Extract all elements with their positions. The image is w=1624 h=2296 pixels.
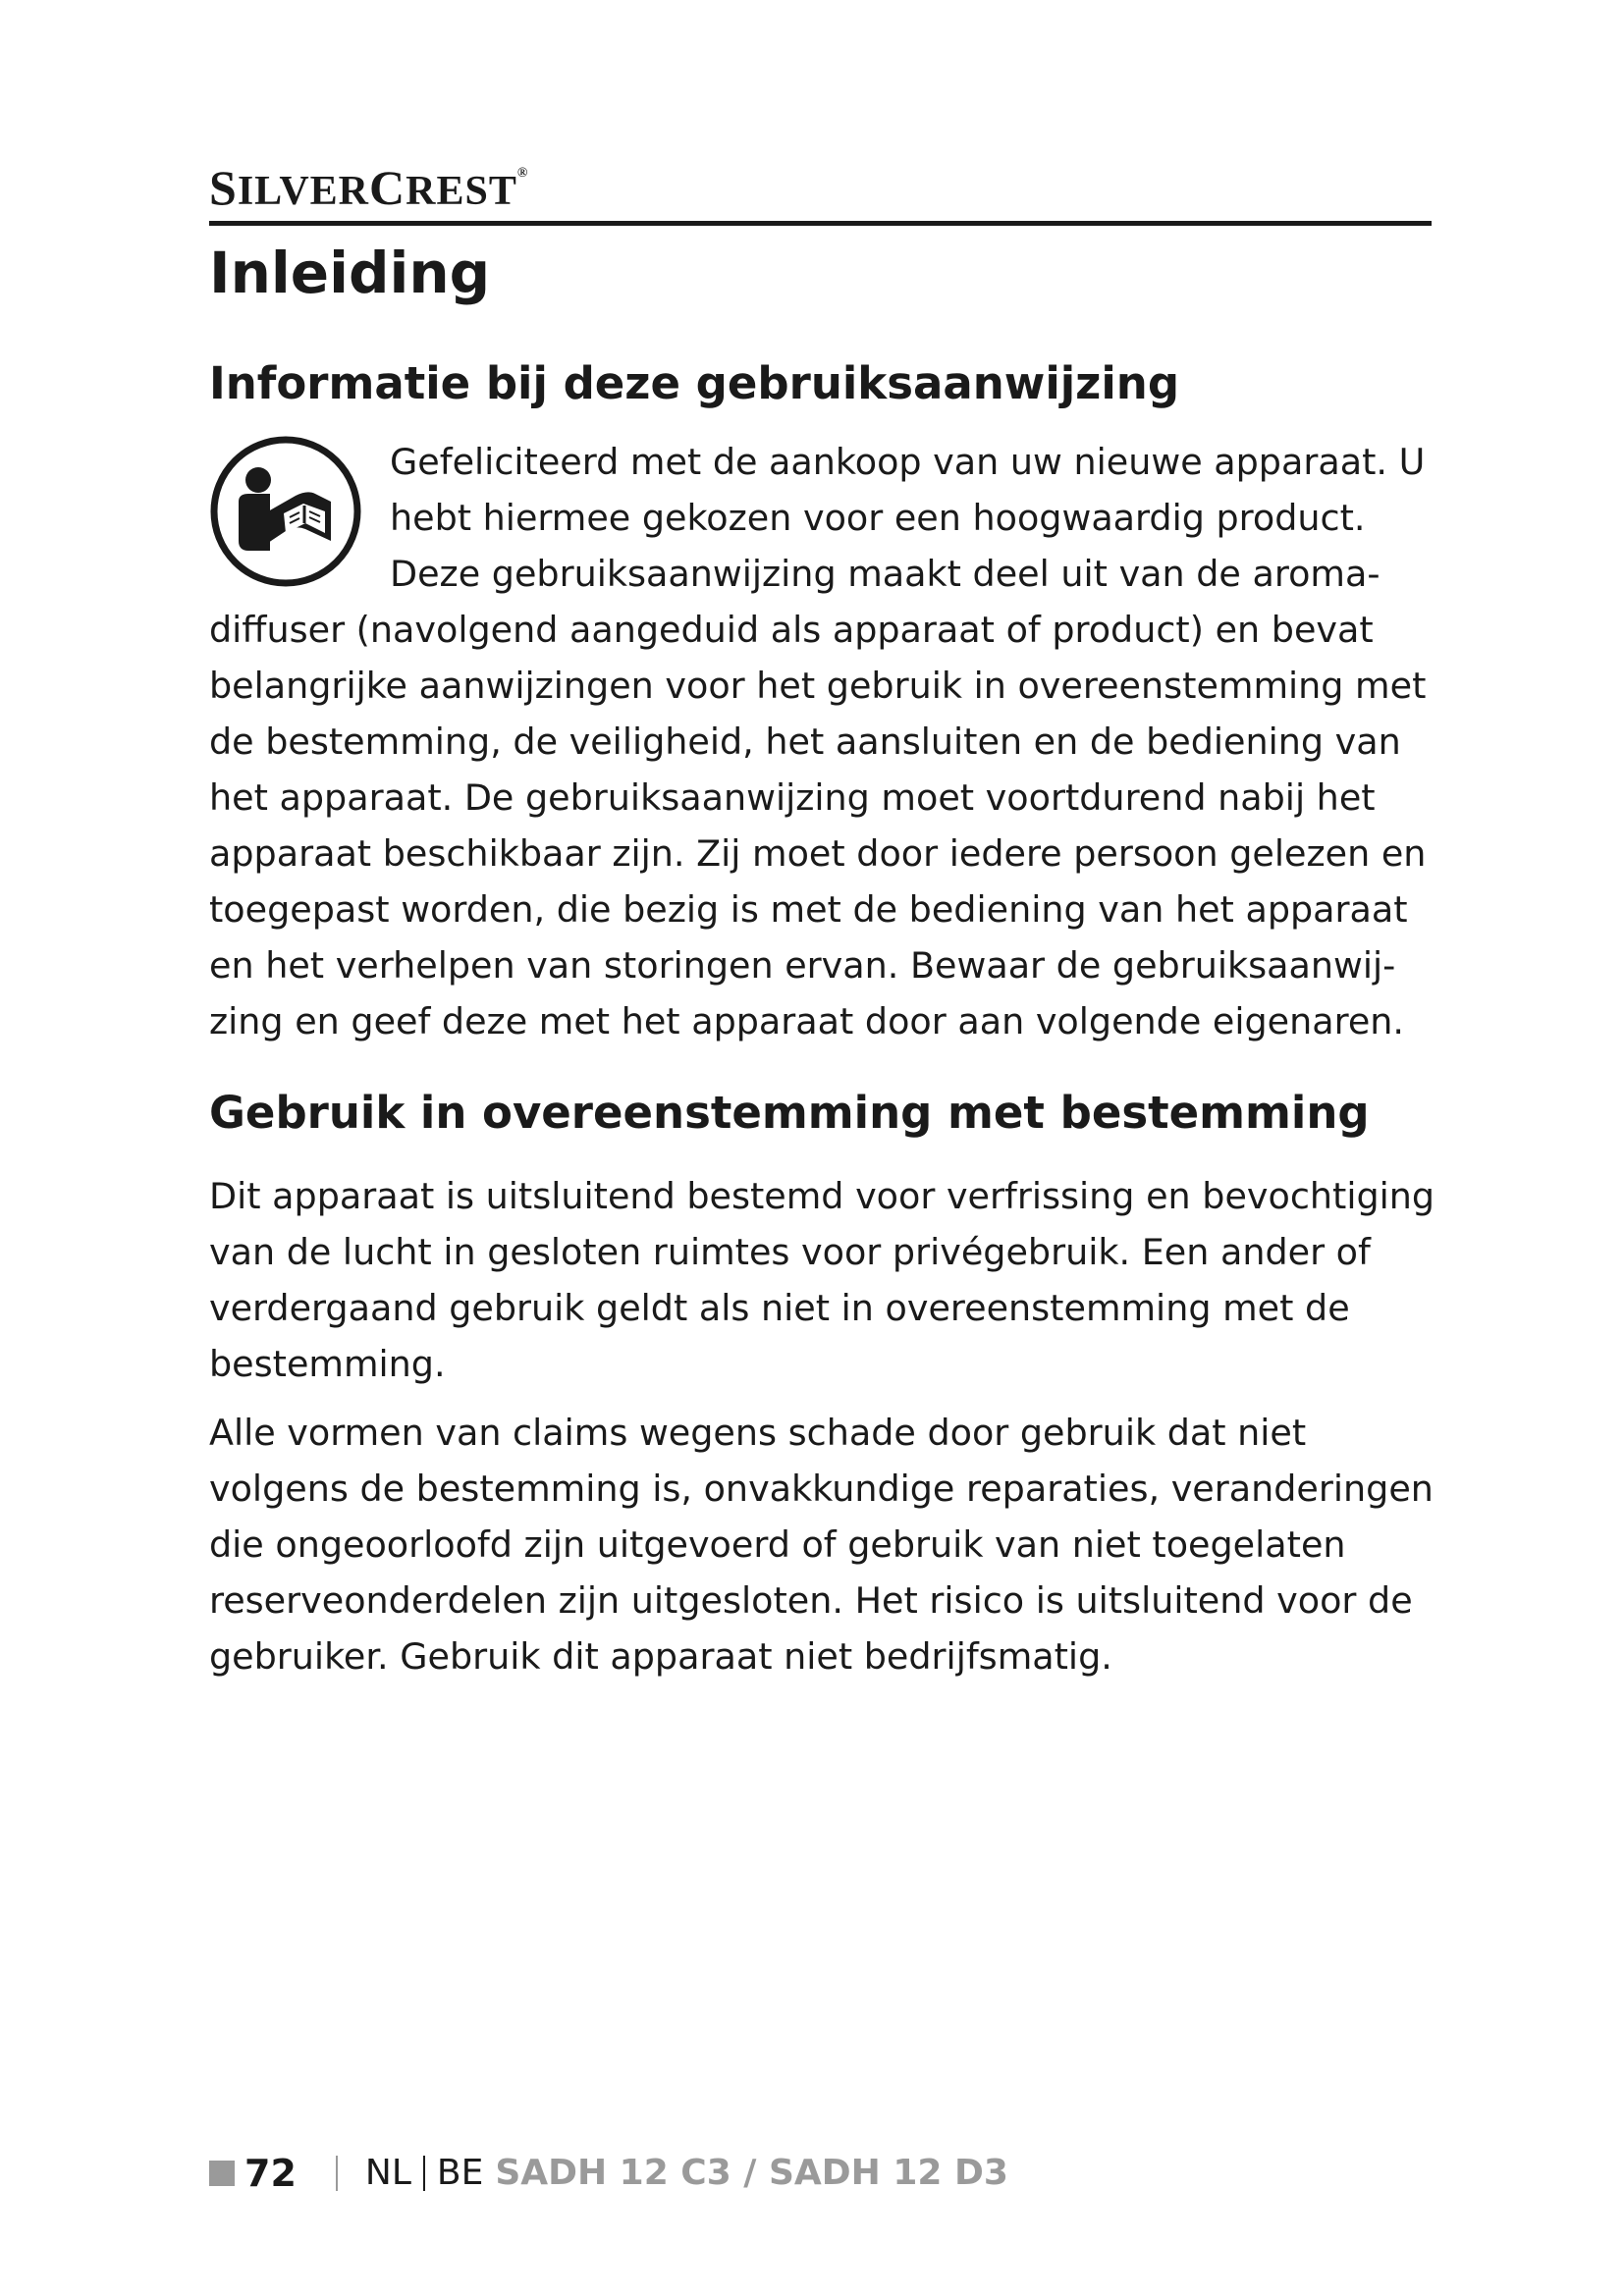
info-paragraph [209, 434, 1436, 1049]
text-line: hebt hiermee gekozen voor een hoogwaardig product. [390, 497, 1366, 539]
language-nl: NL [364, 2153, 411, 2193]
language-be: BE [436, 2153, 484, 2193]
text-line: apparaat beschikbaar zijn. Zij moet door iedere persoon gelezen en [209, 832, 1427, 875]
page-footer [209, 2152, 1008, 2195]
text-line: toegepast worden, die bezig is met de bediening van het apparaat [209, 888, 1408, 931]
text-line: gebruiker. Gebruik dit apparaat niet bedrijfsmatig. [209, 1635, 1112, 1678]
section-heading-info: Informatie bij deze gebruiksaanwijzing [209, 357, 1180, 409]
language-divider [423, 2156, 425, 2191]
text-line: die ongeoorloofd zijn uitgevoerd of gebruik van niet toegelaten [209, 1523, 1346, 1566]
text-line: het apparaat. De gebruiksaanwijzing moet voortdurend nabij het [209, 776, 1376, 819]
text-line: belangrijke aanwijzingen voor het gebruik in overeenstemming met [209, 665, 1427, 707]
use-paragraph-2 [209, 1405, 1436, 1684]
text-line: volgens de bestemming is, onvakkundige reparaties, veranderingen [209, 1468, 1434, 1510]
brand-logo: SILVERCREST® [209, 160, 529, 215]
text-line: zing en geef deze met het apparaat door aan volgende eigenaren. [209, 1000, 1405, 1042]
text-line: Gefeliciteerd met de aankoop van uw nieuwe apparaat. U [390, 441, 1426, 483]
text-line: van de lucht in gesloten ruimtes voor privégebruik. Een ander of [209, 1231, 1371, 1273]
text-line: verdergaand gebruik geldt als niet in overeenstemming met de [209, 1287, 1350, 1329]
text-line: bestemming. [209, 1343, 446, 1385]
page-title: Inleiding [209, 240, 491, 306]
text-line: Dit apparaat is uitsluitend bestemd voor verfrissing en bevochtiging [209, 1175, 1435, 1217]
footer-square-icon [209, 2161, 235, 2186]
page-number: 72 [244, 2152, 297, 2195]
text-line: reserveonderdelen zijn uitgesloten. Het risico is uitsluitend voor de [209, 1579, 1413, 1622]
footer-divider [336, 2156, 338, 2191]
text-line: Deze gebruiksaanwijzing maakt deel uit van de aroma- [390, 553, 1380, 595]
text-line: de bestemming, de veiligheid, het aansluiten en de bediening van [209, 721, 1401, 763]
text-line: en het verhelpen van storingen ervan. Bewaar de gebruiksaanwij- [209, 944, 1396, 987]
section-heading-use: Gebruik in overeenstemming met bestemming [209, 1087, 1370, 1139]
text-line: Alle vormen van claims wegens schade door gebruik dat niet [209, 1412, 1307, 1454]
use-paragraph-1 [209, 1168, 1436, 1392]
model-number: SADH 12 C3 / SADH 12 D3 [495, 2153, 1008, 2193]
header-rule [209, 221, 1432, 226]
text-line: diffuser (navolgend aangeduid als apparaat of product) en bevat [209, 609, 1374, 651]
